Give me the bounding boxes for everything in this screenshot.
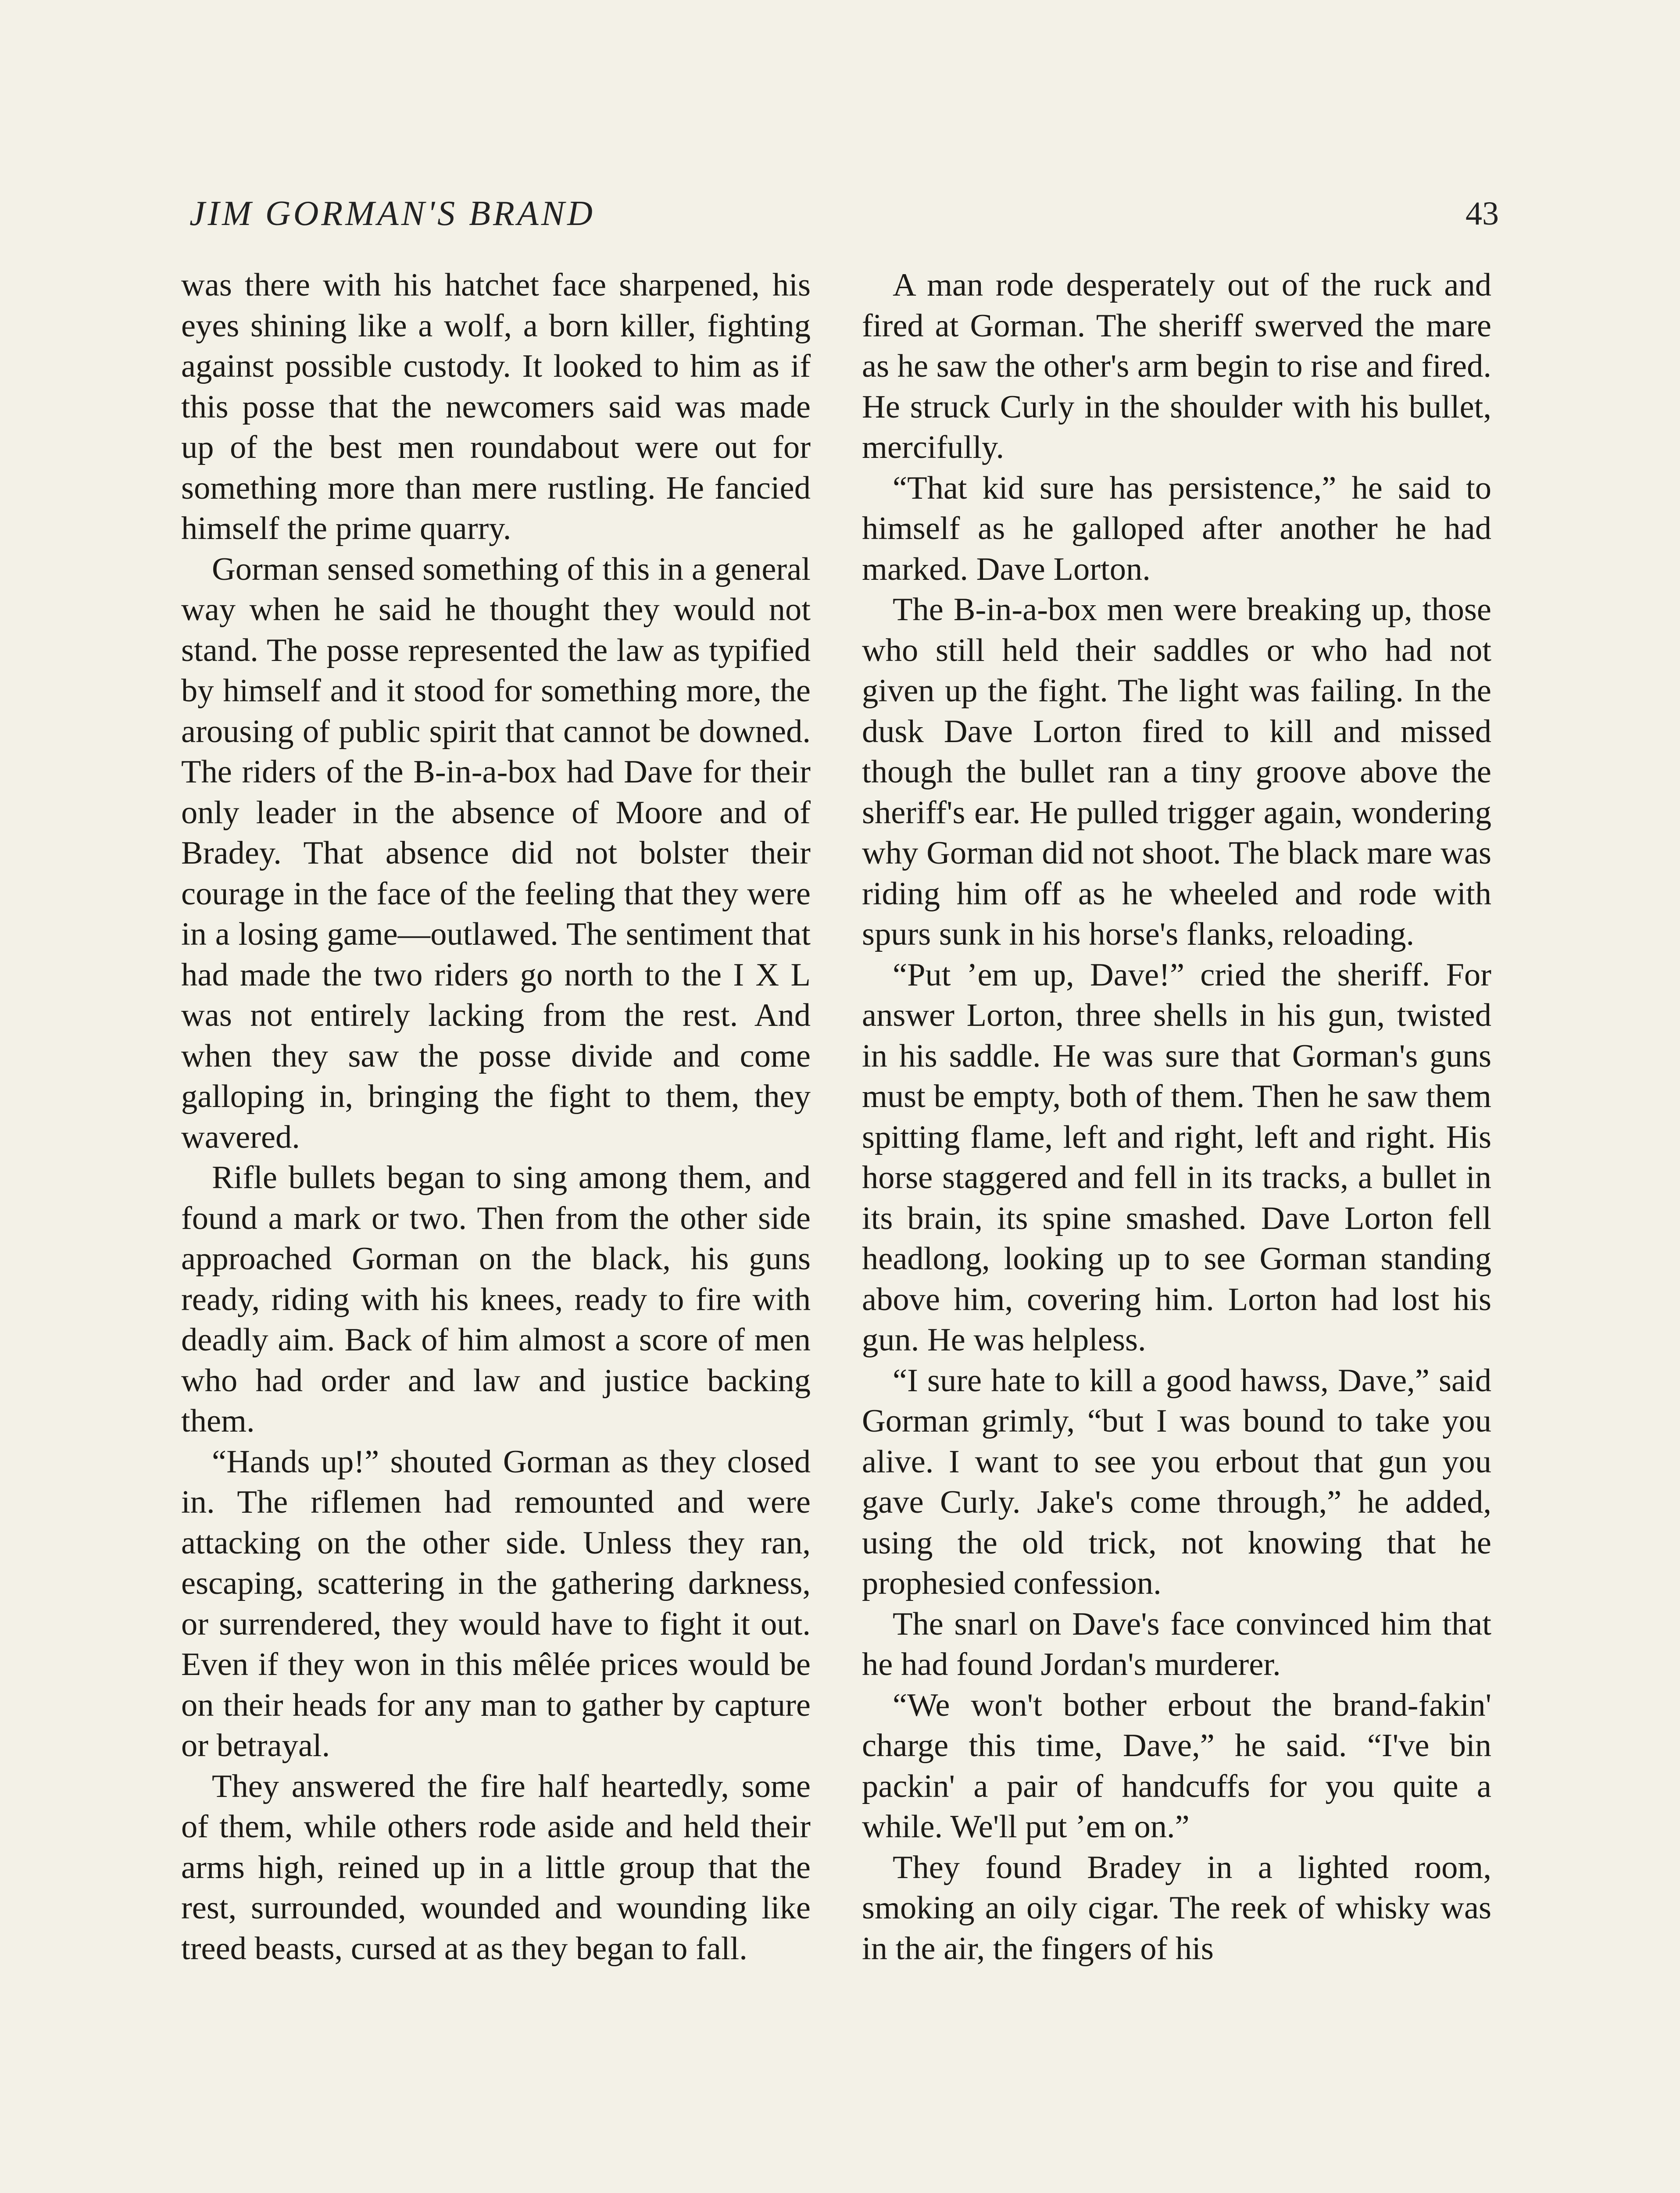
- paragraph: They found Bradey in a lighted room, smoking an oily cigar. The reek of whisky was in the air, the fingers of his: [862, 1849, 1491, 1967]
- page-number: 43: [1466, 195, 1499, 232]
- paragraph: The snarl on Dave's face convinced him that he had found Jordan's murderer.: [862, 1606, 1491, 1682]
- paragraph: Rifle bullets began to sing among them, and found a mark or two. Then from the other side approached Gorman on the black, his guns ready, riding with his knees, ready to fire with deadly aim. Back of him almost a score of men who had order and law and justice backing them.: [181, 1160, 811, 1439]
- paragraph: was there with his hatchet face sharpened, his eyes shining like a wolf, a born killer, fighting against possible custody. It looked to him as if this posse that the newcomers said was made up of the best men roundabout were out for something more than mere rustling. He fancied himself the prime quarry.: [181, 267, 811, 546]
- left-column: [181, 265, 811, 1969]
- paragraph: “I sure hate to kill a good hawss, Dave,” said Gorman grimly, “but I was bound to take you alive. I want to see you erbout that gun you gave Curly. Jake's come through,” he added, using the old trick, not knowing that he prophesied confession.: [862, 1362, 1491, 1601]
- text-columns: [181, 265, 1502, 2193]
- paragraph: “We won't bother erbout the brand-fakin' charge this time, Dave,” he said. “I've bin packin' a pair of handcuffs for you quite a while. We'll put ’em on.”: [862, 1687, 1491, 1845]
- paragraph: A man rode desperately out of the ruck and fired at Gorman. The sheriff swerved the mare as he saw the other's arm begin to rise and fired. He struck Curly in the shoulder with his bullet, mercifully.: [862, 267, 1491, 465]
- paragraph: The B-in-a-box men were breaking up, those who still held their saddles or who had not given up the fight. The light was failing. In the dusk Dave Lorton fired to kill and missed though the bullet ran a tiny groove above the sheriff's ear. He pulled trigger again, wondering why Gorman did not shoot. The black mare was riding him off as he wheeled and rode with spurs sunk in his horse's flanks, reloading.: [862, 592, 1491, 952]
- running-head: [189, 189, 1499, 238]
- paragraph: They answered the fire half heartedly, some of them, while others rode aside and held their arms high, reined up in a little group that the rest, surrounded, wounded and wounding like treed beasts, cursed at as they began to fall.: [181, 1768, 811, 1967]
- paragraph: “Put ’em up, Dave!” cried the sheriff. For answer Lorton, three shells in his gun, twisted in his saddle. He was sure that Gorman's guns must be empty, both of them. Then he saw them spitting flame, left and right, left and right. His horse staggered and fell in its tracks, a bullet in its brain, its spine smashed. Dave Lorton fell headlong, looking up to see Gorman standing above him, covering him. Lorton had lost his gun. He was helpless.: [862, 957, 1491, 1358]
- running-title: JIM GORMAN'S BRAND: [189, 194, 595, 233]
- paragraph: “Hands up!” shouted Gorman as they closed in. The riflemen had remounted and were attacking on the other side. Unless they ran, escaping, scattering in the gathering darkness, or surrendered, they would have to fight it out. Even if they won in this mêlée prices would be on their heads for any man to gather by capture or betrayal.: [181, 1443, 811, 1764]
- right-column: [862, 265, 1491, 1969]
- paragraph: “That kid sure has persistence,” he said to himself as he galloped after another he had marked. Dave Lorton.: [862, 470, 1491, 587]
- paragraph: Gorman sensed something of this in a general way when he said he thought they would not stand. The posse represented the law as typified by himself and it stood for something more, the arousing of public spirit that cannot be downed. The riders of the B-in-a-box had Dave for their only leader in the absence of Moore and of Bradey. That absence did not bolster their courage in the face of the feeling that they were in a losing game—outlawed. The sentiment that had made the two riders go north to the I X L was not entirely lacking from the rest. And when they saw the posse divide and come galloping in, bringing the fight to them, they wavered.: [181, 551, 811, 1155]
